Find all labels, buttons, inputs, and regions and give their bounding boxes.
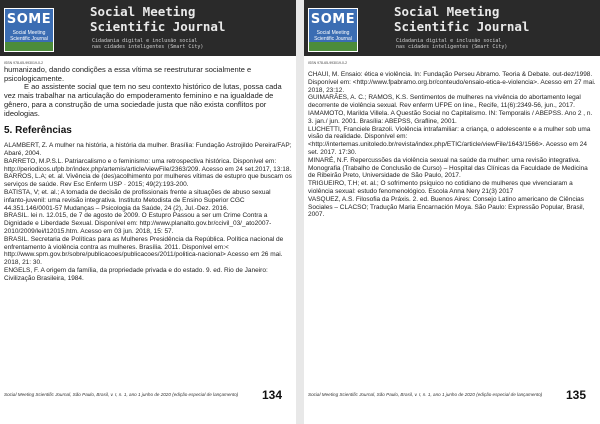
journal-banner	[0, 0, 296, 56]
section-heading: 5. Referências	[4, 125, 72, 137]
journal-logo	[4, 8, 54, 52]
left-page	[0, 0, 296, 424]
reference-entry: CHAUÍ, M. Ensaio: ética e violência. In: Fundação Perseu Abramo. Teoria & Debate. out-dez/1998. Disponível em: <http://www.fpabramo.org.br/conteudo/ensaio-etica-e-violencia>. Acesso em 27 mai. 2018, 23:12.	[308, 71, 596, 94]
banner-title-line2: Scientific Journal	[394, 19, 530, 34]
reference-entry: ENGELS, F. A origem da família, da propriedade privada e do estado. 9. ed. Rio de Janeiro: Civilização Brasileira, 1984.	[4, 266, 268, 282]
journal-logo	[308, 8, 358, 52]
left-content	[0, 66, 292, 366]
issn-label: ISSN 978-65-993019-0-2	[308, 61, 348, 65]
reference-entry: ALAMBERT, Z. A mulher na história, a história da mulher. Brasília: Fundação Astrojildo Pereira/FAP; Abaré, 2004.	[4, 142, 292, 158]
reference-entry: IAMAMOTO, Marilda Villela. A Questão Social no Capitalismo. IN: Temporalis / ABEPSS. Ano 2 , n. 3. jan./ jun. 2001. Brasília: ABEPSS, Grafline, 2001.	[308, 109, 593, 125]
banner-subtitle-line2: nas cidades inteligentes (Smart City)	[92, 44, 204, 50]
banner-subtitle	[92, 38, 292, 50]
reference-entry: TRIGUEIRO, T.H; et. al.; O sofrimento psíquico no cotidiano de mulheres que vivenciaram a violência sexual: estudo fenomenológico. Escola Anna Nery 21(3) 2017	[308, 180, 573, 195]
page-footer: Social Meeting Scientific Journal, São Paulo, Brasil, v. I, n. 1, ano 1 junho de 2020 (edição especial de lançamento)	[308, 392, 543, 397]
banner-title	[394, 5, 594, 33]
logo-sub-2: Scientific Journal	[314, 36, 352, 42]
banner-subtitle-line1: Cidadania digital e inclusão social	[396, 38, 502, 44]
intro-paragraph-2: E ao assistente social que tem no seu contexto histórico de lutas, possa cada vez mais trabalhar na articulação do empoderamento feminino e na igualdade de gênero, para a construção de uma sociedade justa que não exista conflitos por ideologias.	[4, 82, 282, 118]
reference-entry: BRASIL. lei n. 12.015, de 7 de agosto de 2009. O Estupro Passou a ser um Crime Contra a Dignidade e Liberdade Sexual. Disponível em: http://www.planalto.gov.br/ccivil_03/_ato2007-2010/2009/lei/l12015.htm. Acesso em 03 jun. 2018, 15: 57.	[4, 212, 272, 235]
page-number: 134	[261, 388, 282, 402]
logo-sub-1: Social Meeting	[12, 30, 46, 36]
page-gutter	[296, 0, 304, 424]
reference-entry: BARRETO, M.P.S.L. Patriarcalismo e o feminismo: uma retrospectiva histórica. Disponível em: http://periodicos.ufpb.br/index.php/artemis/article/viewFile/2363/209. Acesso em 24 set.2017, 13:18.	[4, 157, 292, 173]
issn-label: ISSN 978-65-993019-0-2	[4, 61, 44, 65]
journal-banner	[304, 0, 600, 56]
logo-text: SOME	[310, 12, 356, 27]
logo-sub-2: Scientific Journal	[10, 36, 48, 42]
logo-sub-1: Social Meeting	[316, 30, 350, 36]
reference-entry: BARROS, L.A; et. al. Vivência de (des)acolhimento por mulheres vítimas de estupro que buscam os serviços de saúde. Rev Esc Enferm USP · 2015; 49(2):193-200.	[4, 173, 292, 189]
banner-title-line2: Scientific Journal	[90, 19, 226, 34]
reference-entry: MINARÉ, N.F. Repercussões da violência sexual na saúde da mulher: uma revisão integrativa. Monografia (Trabalho de Conclusão de Curso) – Hospital das Clínicas da Faculdade de Medicina de Ribeirão Preto, Universidade de São Paulo, 2017.	[308, 156, 588, 180]
banner-subtitle	[396, 38, 596, 50]
reference-entry: GUIMARÃES, A. C.; RAMOS, K.S. Sentimentos de mulheres na vivência do abortamento legal decorrente de violência sexual. Rev enferm UFPE on line., Recife, 11(6):2349-56, jun., 2017.	[308, 94, 581, 110]
right-page	[304, 0, 600, 424]
intro-paragraph-1: humanizado, dando condições a essa vítima se reestruturar socialmente e psicologicamente.	[4, 66, 252, 83]
reference-entry: VASQUEZ, A.S. Filosofia da Práxis. 2. ed. Buenos Aires: Consejo Latino americano de Ciências Sociales – CLACSO; Tradução Maria Encarnación Moya. São Paulo: Expressão Popular, Brasil, 2007.	[308, 195, 585, 219]
reference-entry: LUCHETTI, Franciele Brazoli. Violência intrafamiliar: a criança, o adolescente e a mulher sob uma visão da realidade. Disponível em: <http://intertemas.unitoledo.br/revista/index.php/ETIC/article/viewFile/1643/1566>. Acesso em 24 set. 2017. 17:30.	[308, 125, 591, 156]
banner-title-line1: Social Meeting	[90, 4, 196, 19]
banner-subtitle-line1: Cidadania digital e inclusão social	[92, 38, 198, 44]
page-footer: Social Meeting Scientific Journal, São Paulo, Brasil, v. I, n. 1, ano 1 junho de 2020 (edição especial de lançamento)	[4, 392, 239, 397]
logo-accent-bar	[309, 42, 357, 51]
logo-text: SOME	[6, 12, 52, 27]
reference-entry: BATISTA, V; et. al.; A tomada de decisão de profissionais frente a situações de abuso sexual infanto-juvenil: uma revisão integrativa. Instituto Metodista de Ensino Superior CGC 44.351.146/0001-57 Mudanças – Psicologia da Saúde, 24 (2), Jul.-Dez. 2016.	[4, 189, 271, 212]
right-content	[304, 71, 596, 371]
reference-entry: BRASIL. Secretaria de Políticas para as Mulheres Presidência da República. Política nacional de enfrentamento à violência contra as mulheres. Brasília. 2011. Disponível em:< http://www.spm.gov.br/sobre/publicacoes/publicacoes/2011/politica-nacional> Acesso em 26 mai. 2018, 21: 30.	[4, 235, 284, 267]
logo-accent-bar	[5, 42, 53, 51]
banner-title-line1: Social Meeting	[394, 4, 500, 19]
banner-title	[90, 5, 290, 33]
page-number: 135	[565, 388, 586, 402]
banner-subtitle-line2: nas cidades inteligentes (Smart City)	[396, 44, 508, 50]
